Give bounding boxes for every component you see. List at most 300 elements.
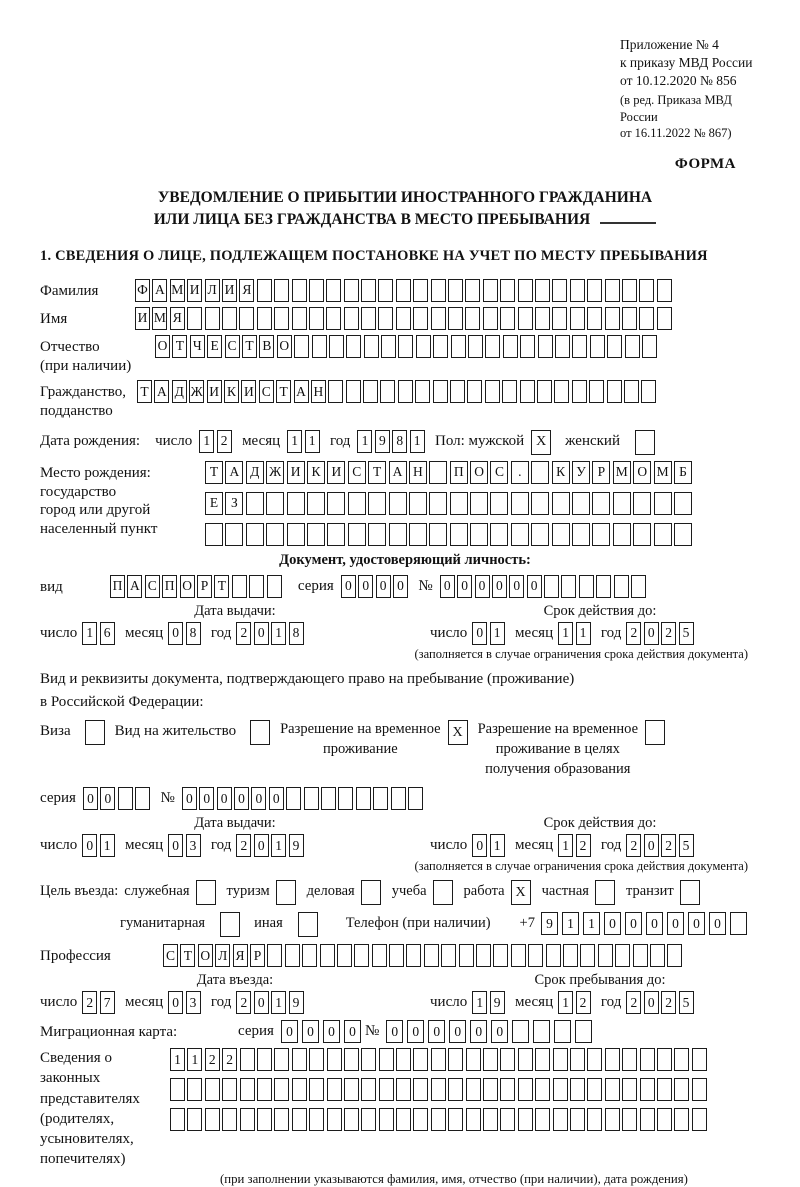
char-cell[interactable] <box>398 335 413 358</box>
char-cell[interactable] <box>674 492 692 515</box>
char-cell[interactable] <box>639 307 654 330</box>
char-cell[interactable]: Т <box>205 461 223 484</box>
char-cell[interactable] <box>286 787 301 810</box>
char-cell[interactable]: 0 <box>644 834 659 857</box>
char-cell[interactable] <box>592 492 610 515</box>
char-cell[interactable] <box>292 1048 307 1071</box>
char-cell[interactable] <box>520 380 535 403</box>
char-cell[interactable]: 2 <box>626 991 641 1014</box>
char-cell[interactable] <box>587 1078 602 1101</box>
char-cell[interactable] <box>413 307 428 330</box>
char-cell[interactable] <box>553 1078 568 1101</box>
char-cell[interactable]: 0 <box>234 787 249 810</box>
char-cell[interactable]: А <box>294 380 309 403</box>
char-cell[interactable] <box>622 307 637 330</box>
char-cell[interactable] <box>563 944 578 967</box>
char-cell[interactable] <box>633 944 648 967</box>
char-cell[interactable] <box>257 1078 272 1101</box>
char-cell[interactable] <box>285 944 300 967</box>
char-cell[interactable] <box>553 1048 568 1071</box>
char-cell[interactable]: Ч <box>190 335 205 358</box>
char-cell[interactable] <box>344 307 359 330</box>
char-cell[interactable] <box>500 1078 515 1101</box>
char-cell[interactable] <box>589 380 604 403</box>
char-cell[interactable] <box>232 575 247 598</box>
char-cell[interactable] <box>470 523 488 546</box>
char-cell[interactable]: А <box>225 461 243 484</box>
char-cell[interactable]: 6 <box>100 622 115 645</box>
char-cell[interactable] <box>327 492 345 515</box>
char-cell[interactable]: 2 <box>222 1048 237 1071</box>
char-cell[interactable] <box>512 1020 529 1043</box>
char-cell[interactable] <box>450 380 465 403</box>
char-cell[interactable] <box>518 1108 533 1131</box>
char-cell[interactable] <box>409 492 427 515</box>
char-cell[interactable] <box>483 279 498 302</box>
char-cell[interactable]: 1 <box>576 622 591 645</box>
char-cell[interactable] <box>292 307 307 330</box>
char-cell[interactable]: 9 <box>375 430 390 453</box>
char-cell[interactable] <box>338 787 353 810</box>
char-cell[interactable]: 2 <box>576 834 591 857</box>
char-cell[interactable] <box>187 1078 202 1101</box>
purpose-business-checkbox[interactable] <box>361 880 381 905</box>
char-cell[interactable]: 0 <box>646 912 663 935</box>
char-cell[interactable] <box>511 492 529 515</box>
char-cell[interactable] <box>605 1078 620 1101</box>
char-cell[interactable] <box>572 492 590 515</box>
char-cell[interactable] <box>292 279 307 302</box>
char-cell[interactable] <box>274 279 289 302</box>
char-cell[interactable]: А <box>152 279 167 302</box>
char-cell[interactable] <box>518 279 533 302</box>
char-cell[interactable] <box>448 1048 463 1071</box>
char-cell[interactable] <box>246 492 264 515</box>
char-cell[interactable] <box>554 1020 571 1043</box>
char-cell[interactable]: 1 <box>271 991 286 1014</box>
char-cell[interactable]: 1 <box>558 834 573 857</box>
char-cell[interactable]: 0 <box>709 912 726 935</box>
char-cell[interactable]: Т <box>214 575 229 598</box>
char-cell[interactable] <box>380 380 395 403</box>
char-cell[interactable]: Т <box>172 335 187 358</box>
char-cell[interactable]: И <box>187 279 202 302</box>
char-cell[interactable]: 0 <box>82 834 97 857</box>
char-cell[interactable] <box>266 523 284 546</box>
char-cell[interactable]: 0 <box>323 1020 340 1043</box>
char-cell[interactable] <box>579 575 594 598</box>
char-cell[interactable] <box>570 1048 585 1071</box>
char-cell[interactable]: К <box>552 461 570 484</box>
char-cell[interactable] <box>642 335 657 358</box>
purpose-other-checkbox[interactable] <box>298 912 318 937</box>
char-cell[interactable]: 1 <box>305 430 320 453</box>
char-cell[interactable] <box>274 1078 289 1101</box>
char-cell[interactable] <box>389 944 404 967</box>
char-cell[interactable] <box>528 944 543 967</box>
char-cell[interactable]: Р <box>250 944 265 967</box>
char-cell[interactable] <box>309 1108 324 1131</box>
char-cell[interactable] <box>328 380 343 403</box>
char-cell[interactable]: 0 <box>269 787 284 810</box>
char-cell[interactable] <box>490 492 508 515</box>
char-cell[interactable]: И <box>241 380 256 403</box>
purpose-tourism-checkbox[interactable] <box>276 880 296 905</box>
char-cell[interactable]: 2 <box>236 622 251 645</box>
char-cell[interactable] <box>344 1048 359 1071</box>
char-cell[interactable] <box>667 944 682 967</box>
char-cell[interactable] <box>657 307 672 330</box>
gender-female-checkbox[interactable] <box>635 430 655 455</box>
char-cell[interactable] <box>596 575 611 598</box>
char-cell[interactable]: Т <box>276 380 291 403</box>
char-cell[interactable]: 0 <box>254 991 269 1014</box>
char-cell[interactable] <box>431 1078 446 1101</box>
char-cell[interactable]: Т <box>242 335 257 358</box>
char-cell[interactable] <box>730 912 747 935</box>
char-cell[interactable]: 0 <box>251 787 266 810</box>
char-cell[interactable]: 0 <box>217 787 232 810</box>
char-cell[interactable] <box>614 575 629 598</box>
char-cell[interactable]: 0 <box>168 622 183 645</box>
char-cell[interactable] <box>553 1108 568 1131</box>
char-cell[interactable]: 1 <box>187 1048 202 1071</box>
char-cell[interactable] <box>654 492 672 515</box>
char-cell[interactable] <box>561 575 576 598</box>
char-cell[interactable]: 1 <box>170 1048 185 1071</box>
char-cell[interactable] <box>448 1078 463 1101</box>
char-cell[interactable] <box>572 335 587 358</box>
char-cell[interactable] <box>654 523 672 546</box>
char-cell[interactable] <box>692 1048 707 1071</box>
char-cell[interactable] <box>450 492 468 515</box>
char-cell[interactable] <box>575 1020 592 1043</box>
char-cell[interactable]: С <box>259 380 274 403</box>
char-cell[interactable] <box>222 1078 237 1101</box>
char-cell[interactable] <box>378 279 393 302</box>
char-cell[interactable] <box>431 1108 446 1131</box>
char-cell[interactable] <box>531 461 549 484</box>
char-cell[interactable]: У <box>572 461 590 484</box>
char-cell[interactable] <box>225 523 243 546</box>
char-cell[interactable] <box>239 307 254 330</box>
char-cell[interactable] <box>466 1108 481 1131</box>
char-cell[interactable] <box>465 279 480 302</box>
char-cell[interactable] <box>451 335 466 358</box>
char-cell[interactable] <box>396 1108 411 1131</box>
char-cell[interactable] <box>379 1048 394 1071</box>
char-cell[interactable] <box>327 1048 342 1071</box>
char-cell[interactable] <box>674 1078 689 1101</box>
char-cell[interactable]: 2 <box>236 991 251 1014</box>
char-cell[interactable]: Б <box>674 461 692 484</box>
char-cell[interactable]: К <box>307 461 325 484</box>
char-cell[interactable]: П <box>450 461 468 484</box>
char-cell[interactable] <box>570 279 585 302</box>
char-cell[interactable]: 0 <box>83 787 98 810</box>
char-cell[interactable]: С <box>145 575 160 598</box>
char-cell[interactable] <box>429 492 447 515</box>
char-cell[interactable]: 0 <box>440 575 455 598</box>
char-cell[interactable] <box>535 1108 550 1131</box>
char-cell[interactable] <box>622 1078 637 1101</box>
char-cell[interactable]: Е <box>205 492 223 515</box>
char-cell[interactable]: 2 <box>661 834 676 857</box>
char-cell[interactable] <box>326 307 341 330</box>
char-cell[interactable]: 3 <box>186 834 201 857</box>
char-cell[interactable] <box>500 279 515 302</box>
char-cell[interactable] <box>459 944 474 967</box>
char-cell[interactable]: 0 <box>475 575 490 598</box>
char-cell[interactable] <box>598 944 613 967</box>
char-cell[interactable]: 1 <box>490 834 505 857</box>
char-cell[interactable] <box>465 307 480 330</box>
char-cell[interactable] <box>520 335 535 358</box>
char-cell[interactable] <box>170 1078 185 1101</box>
char-cell[interactable] <box>544 575 559 598</box>
char-cell[interactable] <box>222 1108 237 1131</box>
char-cell[interactable] <box>570 1078 585 1101</box>
char-cell[interactable] <box>592 523 610 546</box>
char-cell[interactable] <box>552 307 567 330</box>
char-cell[interactable] <box>518 1078 533 1101</box>
char-cell[interactable]: И <box>207 380 222 403</box>
char-cell[interactable] <box>361 279 376 302</box>
char-cell[interactable]: 0 <box>527 575 542 598</box>
char-cell[interactable]: 1 <box>472 991 487 1014</box>
char-cell[interactable]: 3 <box>186 991 201 1014</box>
char-cell[interactable] <box>429 523 447 546</box>
char-cell[interactable] <box>344 1078 359 1101</box>
char-cell[interactable]: 0 <box>625 912 642 935</box>
char-cell[interactable] <box>292 1108 307 1131</box>
char-cell[interactable]: 5 <box>679 622 694 645</box>
char-cell[interactable]: А <box>127 575 142 598</box>
char-cell[interactable] <box>431 279 446 302</box>
char-cell[interactable] <box>222 307 237 330</box>
char-cell[interactable]: 8 <box>392 430 407 453</box>
char-cell[interactable]: 5 <box>679 834 694 857</box>
char-cell[interactable] <box>468 335 483 358</box>
char-cell[interactable] <box>531 492 549 515</box>
char-cell[interactable] <box>346 335 361 358</box>
char-cell[interactable] <box>205 1078 220 1101</box>
char-cell[interactable]: 1 <box>82 622 97 645</box>
char-cell[interactable]: 2 <box>82 991 97 1014</box>
char-cell[interactable] <box>274 307 289 330</box>
char-cell[interactable]: Т <box>137 380 152 403</box>
char-cell[interactable] <box>337 944 352 967</box>
residence-permit-checkbox[interactable] <box>250 720 270 745</box>
char-cell[interactable]: 1 <box>287 430 302 453</box>
char-cell[interactable] <box>692 1078 707 1101</box>
char-cell[interactable]: Д <box>246 461 264 484</box>
char-cell[interactable] <box>364 335 379 358</box>
visa-checkbox[interactable] <box>85 720 105 745</box>
char-cell[interactable] <box>205 523 223 546</box>
char-cell[interactable]: 0 <box>254 834 269 857</box>
char-cell[interactable] <box>408 787 423 810</box>
char-cell[interactable] <box>587 1048 602 1071</box>
char-cell[interactable] <box>304 787 319 810</box>
char-cell[interactable] <box>287 523 305 546</box>
char-cell[interactable] <box>640 1048 655 1071</box>
char-cell[interactable]: С <box>490 461 508 484</box>
char-cell[interactable] <box>552 492 570 515</box>
char-cell[interactable]: А <box>389 461 407 484</box>
char-cell[interactable] <box>356 787 371 810</box>
char-cell[interactable] <box>500 1108 515 1131</box>
char-cell[interactable] <box>441 944 456 967</box>
char-cell[interactable] <box>531 523 549 546</box>
char-cell[interactable]: 0 <box>344 1020 361 1043</box>
char-cell[interactable] <box>607 335 622 358</box>
char-cell[interactable] <box>135 787 150 810</box>
char-cell[interactable] <box>622 1048 637 1071</box>
char-cell[interactable] <box>493 944 508 967</box>
char-cell[interactable]: 2 <box>626 834 641 857</box>
char-cell[interactable] <box>546 944 561 967</box>
char-cell[interactable] <box>433 380 448 403</box>
char-cell[interactable]: 0 <box>341 575 356 598</box>
char-cell[interactable]: 0 <box>281 1020 298 1043</box>
char-cell[interactable]: М <box>654 461 672 484</box>
char-cell[interactable] <box>348 523 366 546</box>
char-cell[interactable] <box>257 307 272 330</box>
char-cell[interactable] <box>346 380 361 403</box>
char-cell[interactable] <box>622 279 637 302</box>
char-cell[interactable]: Т <box>368 461 386 484</box>
char-cell[interactable] <box>361 1078 376 1101</box>
char-cell[interactable]: 0 <box>688 912 705 935</box>
char-cell[interactable] <box>490 523 508 546</box>
char-cell[interactable] <box>535 279 550 302</box>
char-cell[interactable]: 0 <box>644 622 659 645</box>
char-cell[interactable]: 0 <box>472 622 487 645</box>
char-cell[interactable]: 5 <box>679 991 694 1014</box>
char-cell[interactable] <box>605 279 620 302</box>
char-cell[interactable]: О <box>633 461 651 484</box>
char-cell[interactable] <box>368 492 386 515</box>
char-cell[interactable] <box>309 279 324 302</box>
char-cell[interactable]: П <box>110 575 125 598</box>
char-cell[interactable] <box>368 523 386 546</box>
char-cell[interactable]: 0 <box>604 912 621 935</box>
char-cell[interactable] <box>433 335 448 358</box>
char-cell[interactable] <box>246 523 264 546</box>
char-cell[interactable] <box>587 279 602 302</box>
char-cell[interactable] <box>615 944 630 967</box>
char-cell[interactable] <box>379 1108 394 1131</box>
char-cell[interactable]: В <box>259 335 274 358</box>
char-cell[interactable]: 1 <box>271 622 286 645</box>
char-cell[interactable] <box>240 1078 255 1101</box>
char-cell[interactable] <box>639 279 654 302</box>
char-cell[interactable] <box>631 575 646 598</box>
char-cell[interactable] <box>450 523 468 546</box>
char-cell[interactable] <box>257 1048 272 1071</box>
char-cell[interactable] <box>274 1048 289 1071</box>
char-cell[interactable] <box>389 523 407 546</box>
char-cell[interactable]: Ж <box>189 380 204 403</box>
char-cell[interactable] <box>249 575 264 598</box>
char-cell[interactable]: И <box>287 461 305 484</box>
char-cell[interactable] <box>344 1108 359 1131</box>
char-cell[interactable] <box>483 1048 498 1071</box>
char-cell[interactable]: Н <box>409 461 427 484</box>
char-cell[interactable] <box>587 307 602 330</box>
char-cell[interactable] <box>448 1108 463 1131</box>
char-cell[interactable] <box>344 279 359 302</box>
char-cell[interactable] <box>535 307 550 330</box>
char-cell[interactable] <box>389 492 407 515</box>
char-cell[interactable] <box>378 307 393 330</box>
char-cell[interactable] <box>538 335 553 358</box>
purpose-study-checkbox[interactable] <box>433 880 453 905</box>
char-cell[interactable]: 0 <box>470 1020 487 1043</box>
char-cell[interactable] <box>466 1048 481 1071</box>
char-cell[interactable]: 0 <box>376 575 391 598</box>
char-cell[interactable]: 0 <box>509 575 524 598</box>
char-cell[interactable] <box>294 335 309 358</box>
temp-residence-edu-checkbox[interactable] <box>645 720 665 745</box>
char-cell[interactable]: 2 <box>661 991 676 1014</box>
char-cell[interactable]: 0 <box>644 991 659 1014</box>
char-cell[interactable] <box>511 523 529 546</box>
char-cell[interactable] <box>320 944 335 967</box>
char-cell[interactable] <box>413 1078 428 1101</box>
char-cell[interactable] <box>633 492 651 515</box>
char-cell[interactable] <box>657 1078 672 1101</box>
char-cell[interactable] <box>640 1078 655 1101</box>
char-cell[interactable] <box>483 1108 498 1131</box>
char-cell[interactable] <box>327 1108 342 1131</box>
char-cell[interactable]: И <box>135 307 150 330</box>
char-cell[interactable] <box>605 1108 620 1131</box>
char-cell[interactable] <box>415 380 430 403</box>
char-cell[interactable]: О <box>180 575 195 598</box>
char-cell[interactable] <box>372 944 387 967</box>
char-cell[interactable]: С <box>348 461 366 484</box>
char-cell[interactable] <box>535 1048 550 1071</box>
char-cell[interactable] <box>424 944 439 967</box>
purpose-private-checkbox[interactable] <box>595 880 615 905</box>
purpose-transit-checkbox[interactable] <box>680 880 700 905</box>
char-cell[interactable] <box>467 380 482 403</box>
char-cell[interactable] <box>633 523 651 546</box>
char-cell[interactable] <box>396 279 411 302</box>
char-cell[interactable] <box>448 279 463 302</box>
char-cell[interactable] <box>587 1108 602 1131</box>
char-cell[interactable]: 9 <box>289 834 304 857</box>
char-cell[interactable]: 0 <box>199 787 214 810</box>
char-cell[interactable] <box>267 575 282 598</box>
char-cell[interactable] <box>485 335 500 358</box>
char-cell[interactable]: 0 <box>182 787 197 810</box>
char-cell[interactable] <box>413 1048 428 1071</box>
char-cell[interactable] <box>570 1108 585 1131</box>
char-cell[interactable] <box>373 787 388 810</box>
char-cell[interactable]: . <box>511 461 529 484</box>
char-cell[interactable] <box>287 492 305 515</box>
char-cell[interactable]: М <box>170 279 185 302</box>
char-cell[interactable]: 0 <box>302 1020 319 1043</box>
char-cell[interactable] <box>381 335 396 358</box>
char-cell[interactable]: 0 <box>667 912 684 935</box>
char-cell[interactable] <box>274 1108 289 1131</box>
char-cell[interactable]: Я <box>170 307 185 330</box>
char-cell[interactable]: И <box>327 461 345 484</box>
